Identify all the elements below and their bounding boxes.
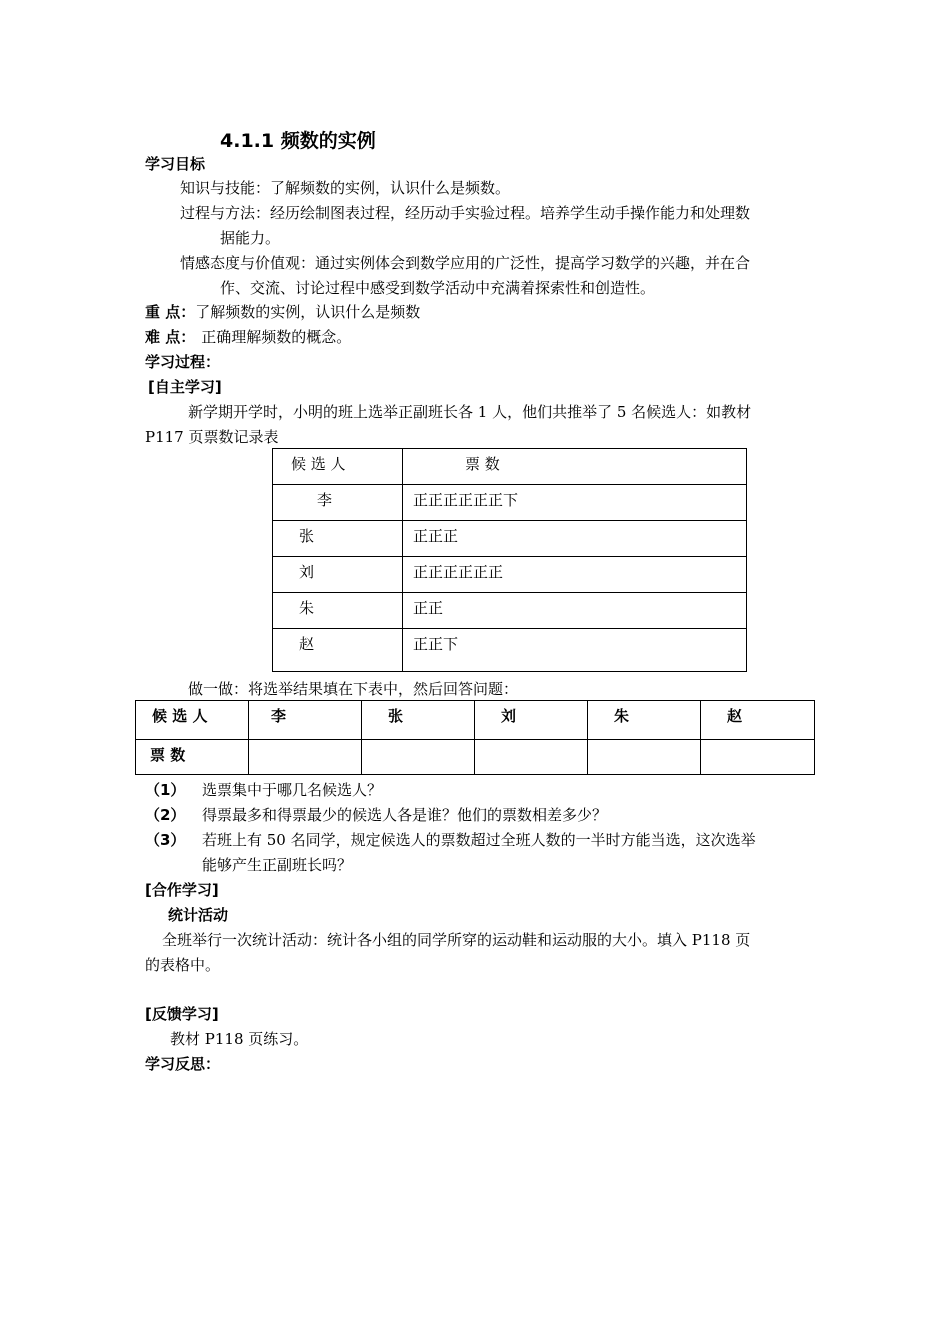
process-heading: 学习过程： xyxy=(145,353,221,371)
table-row xyxy=(273,593,747,629)
self-study-para-line2: P117 页票数记录表 xyxy=(145,428,279,446)
coop-subheading: 统计活动 xyxy=(168,906,229,924)
objective-emotion-line2: 作、交流、讨论过程中感受到数学活动中充满着探索性和创造性。 xyxy=(220,279,656,297)
coop-line1: 全班举行一次统计活动：统计各小组的同学所穿的运动鞋和运动服的大小。填入 P118 页 xyxy=(162,931,751,949)
self-study-para-line1: 新学期开学时，小明的班上选举正副班长各 1 人，他们共推举了 5 名候选人：如教材 xyxy=(188,403,752,421)
objective-process-line2: 据能力。 xyxy=(220,229,281,247)
tally-name: 刘 xyxy=(273,557,403,593)
objectives-heading: 学习目标 xyxy=(145,155,206,173)
coop-line2: 的表格中。 xyxy=(145,956,221,974)
result-row-votes xyxy=(136,740,815,775)
key-point xyxy=(145,301,420,322)
feedback-heading: [反馈学习] xyxy=(145,1005,219,1023)
tally-header-candidate: 候 选 人 xyxy=(273,449,403,485)
result-row-candidates xyxy=(136,701,815,740)
question-number: （1） xyxy=(145,781,186,799)
difficulty-text: 正确理解频数的概念。 xyxy=(201,328,352,346)
result-candidate: 李 xyxy=(249,701,362,740)
tally-name: 张 xyxy=(273,521,403,557)
difficulty xyxy=(145,326,351,347)
do-it-instruction: 做一做：将选举结果填在下表中，然后回答问题： xyxy=(188,680,519,698)
tally-marks: 正正正正正正 xyxy=(403,557,747,593)
coop-heading: [合作学习] xyxy=(145,881,219,899)
tally-header-votes: 票 数 xyxy=(403,449,747,485)
question-text: 若班上有 50 名同学，规定候选人的票数超过全班人数的一半时方能当选，这次选举 xyxy=(202,831,756,849)
result-header-votes: 票 数 xyxy=(136,740,249,775)
key-point-label: 重 点： xyxy=(145,303,196,321)
table-row xyxy=(273,629,747,672)
question-text: 选票集中于哪几名候选人？ xyxy=(202,781,383,799)
tally-table xyxy=(272,448,747,672)
tally-name: 朱 xyxy=(273,593,403,629)
difficulty-label: 难 点： xyxy=(145,328,196,346)
feedback-text: 教材 P118 页练习。 xyxy=(170,1030,309,1048)
objective-process-line1: 过程与方法：经历绘制图表过程，经历动手实验过程。培养学生动手操作能力和处理数 xyxy=(180,204,751,222)
result-vote-cell[interactable] xyxy=(701,740,815,775)
page-title: 4.1.1 频数的实例 xyxy=(220,130,376,152)
result-vote-cell[interactable] xyxy=(588,740,701,775)
tally-name: 李 xyxy=(273,485,403,521)
tally-marks: 正正正 xyxy=(403,521,747,557)
result-vote-cell[interactable] xyxy=(475,740,588,775)
result-vote-cell[interactable] xyxy=(249,740,362,775)
question-text-line2: 能够产生正副班长吗？ xyxy=(202,856,353,874)
table-row xyxy=(273,485,747,521)
key-point-text: 了解频数的实例，认识什么是频数 xyxy=(195,303,421,321)
objective-knowledge: 知识与技能：了解频数的实例，认识什么是频数。 xyxy=(180,179,511,197)
table-row xyxy=(273,557,747,593)
tally-marks: 正正下 xyxy=(403,629,747,672)
result-candidate: 赵 xyxy=(701,701,815,740)
question-number: （3） xyxy=(145,831,186,849)
result-table xyxy=(135,700,815,775)
reflection-heading: 学习反思： xyxy=(145,1055,221,1073)
tally-header-row xyxy=(273,449,747,485)
result-vote-cell[interactable] xyxy=(362,740,475,775)
question-text: 得票最多和得票最少的候选人各是谁？他们的票数相差多少？ xyxy=(202,806,608,824)
result-header-candidate: 候 选 人 xyxy=(136,701,249,740)
objective-emotion-line1: 情感态度与价值观：通过实例体会到数学应用的广泛性，提高学习数学的兴趣，并在合 xyxy=(180,254,751,272)
tally-marks: 正正 xyxy=(403,593,747,629)
question-number: （2） xyxy=(145,806,186,824)
result-candidate: 张 xyxy=(362,701,475,740)
self-study-heading: [自主学习] xyxy=(148,378,222,396)
result-candidate: 刘 xyxy=(475,701,588,740)
result-candidate: 朱 xyxy=(588,701,701,740)
tally-marks: 正正正正正正下 xyxy=(403,485,747,521)
table-row xyxy=(273,521,747,557)
tally-name: 赵 xyxy=(273,629,403,672)
